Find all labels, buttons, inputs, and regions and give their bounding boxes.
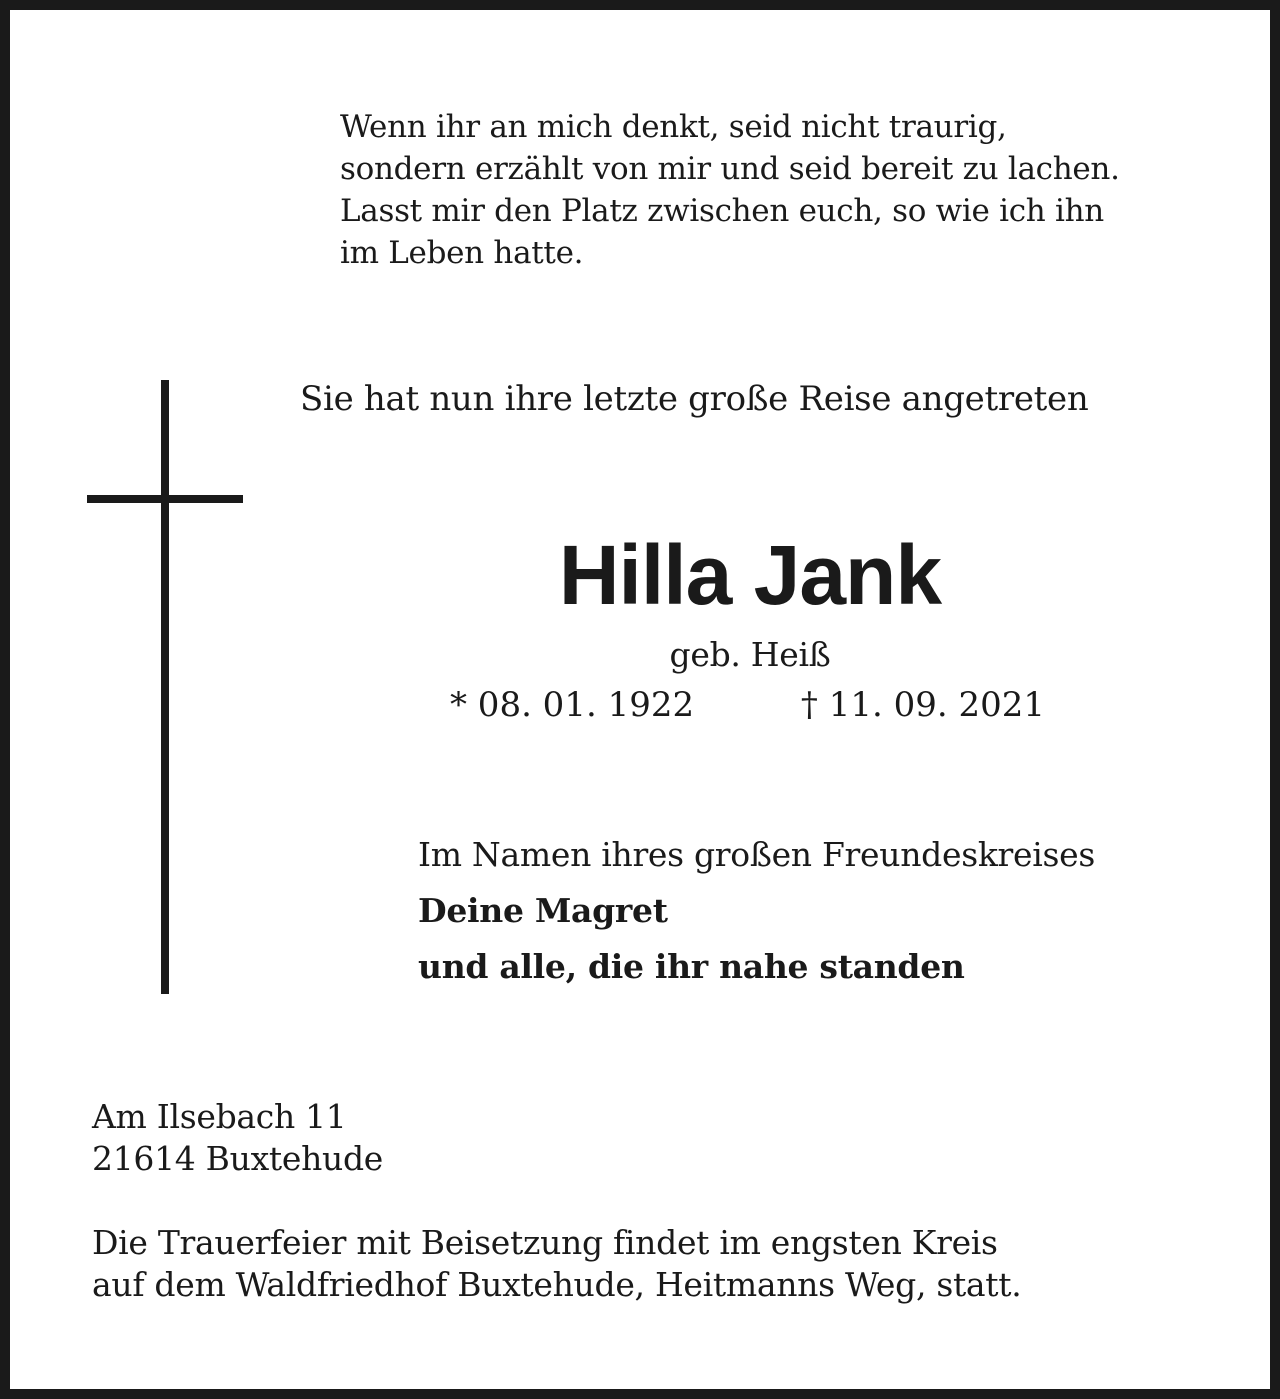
mourners-signature: Deine Magret xyxy=(418,891,668,930)
address-block xyxy=(92,1096,383,1180)
birth-name: geb. Heiß xyxy=(669,635,831,674)
poem-line: Lasst mir den Platz zwischen euch, so wie ich ihn xyxy=(340,193,1104,229)
cross-horizontal-bar xyxy=(87,495,243,503)
mourners-intro: Im Namen ihres großen Freundeskreises xyxy=(418,835,1096,874)
notice-line: auf dem Waldfriedhof Buxtehude, Heitmanns Weg, statt. xyxy=(92,1265,1022,1304)
notice-line: Die Trauerfeier mit Beisetzung findet im engsten Kreis xyxy=(92,1223,998,1262)
funeral-notice xyxy=(92,1222,1021,1306)
deceased-name: Hilla Jank xyxy=(558,528,942,622)
address-street: Am Ilsebach 11 xyxy=(92,1097,347,1136)
poem-line: sondern erzählt von mir und seid bereit zu lachen. xyxy=(340,151,1120,187)
life-dates xyxy=(450,684,1045,726)
birth-date: * 08. 01. 1922 xyxy=(450,685,695,725)
cross-vertical-bar xyxy=(161,380,169,994)
address-city: 21614 Buxtehude xyxy=(92,1139,384,1178)
journey-line: Sie hat nun ihre letzte große Reise angetreten xyxy=(300,379,1089,419)
mourners-signature: und alle, die ihr nahe standen xyxy=(418,947,965,986)
poem-line: im Leben hatte. xyxy=(340,235,584,271)
death-date: † 11. 09. 2021 xyxy=(800,685,1045,725)
mourners-block xyxy=(418,834,1095,988)
poem-line: Wenn ihr an mich denkt, seid nicht traurig, xyxy=(340,109,1007,145)
poem xyxy=(340,106,1120,274)
